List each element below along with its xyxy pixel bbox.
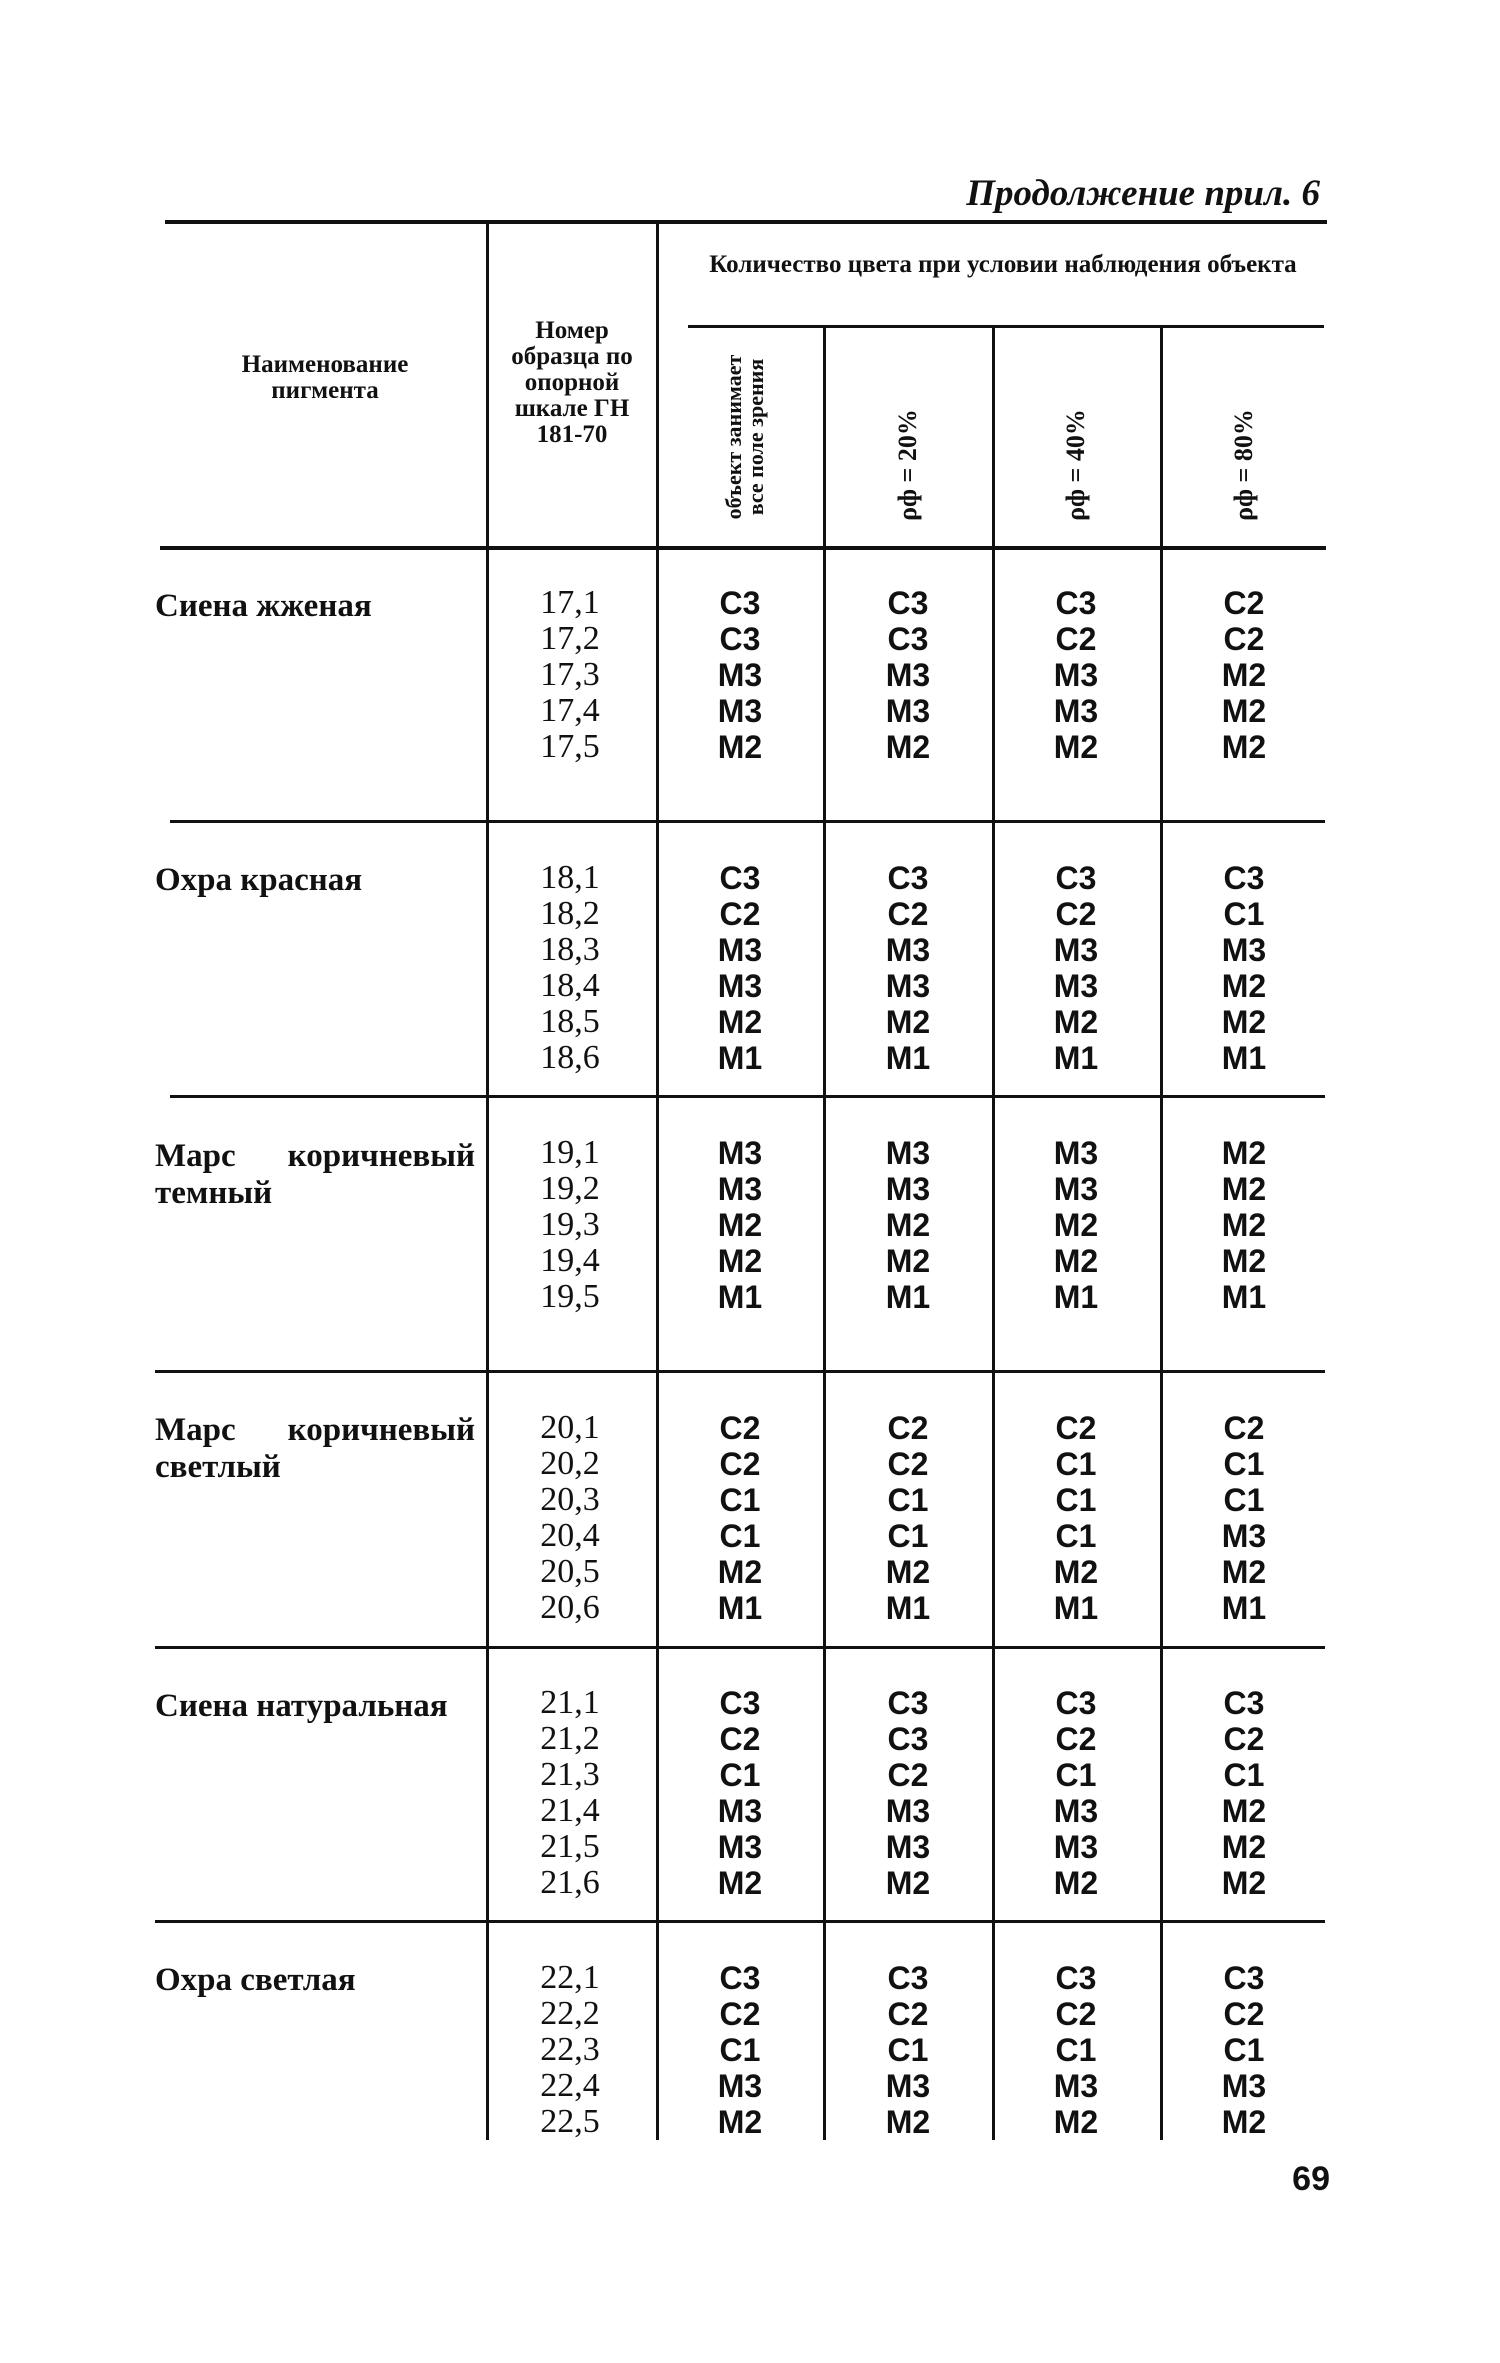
sample-number: 20,2 <box>540 1445 600 1482</box>
value-p80: С1 <box>1223 896 1265 932</box>
value-p40: С2 <box>1055 1996 1097 2032</box>
value-full: М3 <box>717 693 763 729</box>
value-p20: С2 <box>887 1410 929 1446</box>
value-p20: С3 <box>887 585 929 621</box>
value-p20: С2 <box>887 1996 929 2032</box>
sample-number: 18,3 <box>540 931 600 968</box>
value-p40: М3 <box>1053 968 1099 1004</box>
value-full: М3 <box>717 932 763 968</box>
value-full: М3 <box>717 1135 763 1171</box>
value-p40: М3 <box>1053 693 1099 729</box>
group-separator <box>155 1370 1325 1373</box>
value-p40: М1 <box>1053 1590 1099 1626</box>
value-p80: М2 <box>1221 968 1267 1004</box>
value-p20: М3 <box>885 1829 931 1865</box>
header-quantity: Количество цвета при условии наблюдения объекта <box>709 251 1297 278</box>
value-p40: С1 <box>1055 1518 1097 1554</box>
page-number: 69 <box>1292 2160 1330 2198</box>
value-p20: М2 <box>885 1004 931 1040</box>
value-p40: С2 <box>1055 621 1097 657</box>
sample-number: 17,3 <box>540 656 600 693</box>
table-top-rule <box>165 220 1327 224</box>
value-p80: С1 <box>1223 1446 1265 1482</box>
value-p40: М3 <box>1053 1793 1099 1829</box>
value-p40: М1 <box>1053 1040 1099 1076</box>
value-p80: М2 <box>1221 729 1267 765</box>
value-p20: С3 <box>887 621 929 657</box>
value-p20: М3 <box>885 2068 931 2104</box>
value-p40: С3 <box>1055 585 1097 621</box>
header-number: Номер образца по опорной шкале ГН 181-70 <box>511 317 633 448</box>
value-p40: М2 <box>1053 1207 1099 1243</box>
group-separator <box>170 820 1325 823</box>
sample-number: 22,3 <box>540 2031 600 2068</box>
value-p20: М2 <box>885 1865 931 1901</box>
col-divider-full <box>823 328 826 2140</box>
value-full: С1 <box>719 1518 761 1554</box>
value-full: С1 <box>719 2032 761 2068</box>
value-p80: М1 <box>1221 1590 1267 1626</box>
sample-number: 20,4 <box>540 1517 600 1554</box>
value-p40: С2 <box>1055 896 1097 932</box>
sample-number: 19,3 <box>540 1206 600 1243</box>
value-p20: М1 <box>885 1040 931 1076</box>
value-p40: М2 <box>1053 1243 1099 1279</box>
value-p80: С2 <box>1223 621 1265 657</box>
value-full: М3 <box>717 2068 763 2104</box>
value-p80: М2 <box>1221 1135 1267 1171</box>
sample-number: 18,5 <box>540 1003 600 1040</box>
value-full: С2 <box>719 1446 761 1482</box>
sample-number: 18,4 <box>540 967 600 1004</box>
continuation-note: Продолжение прил. 6 <box>966 173 1320 214</box>
value-full: М1 <box>717 1279 763 1315</box>
value-p40: М3 <box>1053 1171 1099 1207</box>
value-p40: М3 <box>1053 1135 1099 1171</box>
value-p40: М2 <box>1053 1554 1099 1590</box>
group-separator <box>155 1920 1325 1923</box>
value-p80: С3 <box>1223 1960 1265 1996</box>
value-full: М2 <box>717 1004 763 1040</box>
value-p80: М3 <box>1221 1518 1267 1554</box>
value-full: С3 <box>719 585 761 621</box>
sample-number: 19,5 <box>540 1278 600 1315</box>
value-p20: М2 <box>885 729 931 765</box>
value-p40: М2 <box>1053 729 1099 765</box>
value-p40: С1 <box>1055 1446 1097 1482</box>
header-sub-p40: ρф = 40% <box>1061 409 1090 521</box>
value-p80: С2 <box>1223 585 1265 621</box>
value-p80: С1 <box>1223 2032 1265 2068</box>
value-p40: С3 <box>1055 1960 1097 1996</box>
sample-number: 22,5 <box>540 2103 600 2140</box>
value-p20: С1 <box>887 1518 929 1554</box>
value-p40: М2 <box>1053 1865 1099 1901</box>
value-full: М2 <box>717 1865 763 1901</box>
value-full: М3 <box>717 657 763 693</box>
value-p80: С3 <box>1223 1685 1265 1721</box>
value-p80: М2 <box>1221 1171 1267 1207</box>
value-p20: С3 <box>887 860 929 896</box>
value-p80: С1 <box>1223 1482 1265 1518</box>
value-full: С2 <box>719 1996 761 2032</box>
col-divider-name <box>486 220 489 2140</box>
pigment-name: Сиена натуральная <box>155 1688 448 1724</box>
value-full: М2 <box>717 2104 763 2140</box>
value-p20: М3 <box>885 657 931 693</box>
value-full: М1 <box>717 1590 763 1626</box>
value-p80: М1 <box>1221 1279 1267 1315</box>
value-p20: М2 <box>885 2104 931 2140</box>
sample-number: 20,5 <box>540 1553 600 1590</box>
value-p80: М2 <box>1221 1207 1267 1243</box>
pigment-name: Марс коричневый светлый <box>155 1412 475 1485</box>
sample-number: 18,6 <box>540 1039 600 1076</box>
value-p20: С1 <box>887 1482 929 1518</box>
value-full: С2 <box>719 1721 761 1757</box>
pigment-name: Охра светлая <box>155 1962 356 1998</box>
value-p80: С2 <box>1223 1721 1265 1757</box>
header-name: Наименование пигмента <box>241 351 409 404</box>
value-full: С3 <box>719 1960 761 1996</box>
value-full: С1 <box>719 1482 761 1518</box>
value-p20: М1 <box>885 1590 931 1626</box>
value-p40: С2 <box>1055 1410 1097 1446</box>
value-full: М3 <box>717 1829 763 1865</box>
value-p80: М2 <box>1221 1865 1267 1901</box>
value-p40: М1 <box>1053 1279 1099 1315</box>
sample-number: 22,1 <box>540 1959 600 1996</box>
value-p20: С3 <box>887 1685 929 1721</box>
value-full: М3 <box>717 1793 763 1829</box>
value-p40: С1 <box>1055 2032 1097 2068</box>
value-p80: М2 <box>1221 1004 1267 1040</box>
value-p20: М3 <box>885 1135 931 1171</box>
sample-number: 21,2 <box>540 1720 600 1757</box>
value-p20: М2 <box>885 1207 931 1243</box>
sample-number: 22,2 <box>540 1995 600 2032</box>
value-full: С1 <box>719 1757 761 1793</box>
value-p80: С3 <box>1223 860 1265 896</box>
value-full: М2 <box>717 729 763 765</box>
value-full: М2 <box>717 1207 763 1243</box>
group-separator <box>155 1646 1325 1649</box>
sample-number: 22,4 <box>540 2067 600 2104</box>
value-full: С2 <box>719 896 761 932</box>
sample-number: 19,1 <box>540 1134 600 1171</box>
header-bottom-rule <box>160 546 1326 550</box>
value-p80: М2 <box>1221 1793 1267 1829</box>
sample-number: 21,3 <box>540 1756 600 1793</box>
value-p20: М3 <box>885 1793 931 1829</box>
value-p40: М2 <box>1053 1004 1099 1040</box>
value-p80: М2 <box>1221 657 1267 693</box>
sample-number: 20,6 <box>540 1589 600 1626</box>
value-p80: С2 <box>1223 1410 1265 1446</box>
col-divider-number <box>656 220 659 2140</box>
sample-number: 21,4 <box>540 1792 600 1829</box>
value-p20: М2 <box>885 1243 931 1279</box>
value-p20: С2 <box>887 1446 929 1482</box>
value-full: М3 <box>717 1171 763 1207</box>
value-p80: М2 <box>1221 1829 1267 1865</box>
col-divider-p20 <box>992 328 995 2140</box>
sample-number: 17,2 <box>540 620 600 657</box>
value-p80: М2 <box>1221 2104 1267 2140</box>
pigment-name: Охра красная <box>155 862 363 898</box>
value-p80: М3 <box>1221 932 1267 968</box>
value-p20: С3 <box>887 1960 929 1996</box>
header-sub-p80: ρф = 80% <box>1229 409 1258 521</box>
value-p80: М2 <box>1221 1554 1267 1590</box>
quantity-sub-rule <box>688 325 1324 328</box>
sample-number: 19,4 <box>540 1242 600 1279</box>
value-p80: М3 <box>1221 2068 1267 2104</box>
sample-number: 17,4 <box>540 692 600 729</box>
value-full: С3 <box>719 860 761 896</box>
value-p40: М3 <box>1053 657 1099 693</box>
value-p20: С2 <box>887 896 929 932</box>
value-p40: М3 <box>1053 2068 1099 2104</box>
value-p20: М3 <box>885 968 931 1004</box>
pigment-name: Марс коричневый темный <box>155 1138 475 1211</box>
value-full: С2 <box>719 1410 761 1446</box>
value-full: М2 <box>717 1554 763 1590</box>
value-p20: С2 <box>887 1757 929 1793</box>
value-p20: С1 <box>887 2032 929 2068</box>
value-p40: С3 <box>1055 1685 1097 1721</box>
value-p20: М3 <box>885 693 931 729</box>
header-sub-p20: ρф = 20% <box>893 409 922 521</box>
value-p20: М2 <box>885 1554 931 1590</box>
value-full: С3 <box>719 621 761 657</box>
sample-number: 17,5 <box>540 728 600 765</box>
sample-number: 21,5 <box>540 1828 600 1865</box>
value-p80: С1 <box>1223 1757 1265 1793</box>
value-full: М3 <box>717 968 763 1004</box>
value-p40: С1 <box>1055 1757 1097 1793</box>
value-p80: М1 <box>1221 1040 1267 1076</box>
value-p20: С3 <box>887 1721 929 1757</box>
value-p40: С3 <box>1055 860 1097 896</box>
header-sub-full: объект занимает все поле зрения <box>721 354 768 520</box>
value-full: М1 <box>717 1040 763 1076</box>
value-p20: М3 <box>885 932 931 968</box>
value-p40: М3 <box>1053 932 1099 968</box>
value-p20: М1 <box>885 1279 931 1315</box>
value-p40: М2 <box>1053 2104 1099 2140</box>
value-p40: С1 <box>1055 1482 1097 1518</box>
value-p80: С2 <box>1223 1996 1265 2032</box>
value-p80: М2 <box>1221 1243 1267 1279</box>
pigment-name: Сиена жженая <box>155 588 372 624</box>
value-full: М2 <box>717 1243 763 1279</box>
col-divider-p40 <box>1160 328 1163 2140</box>
value-p40: С2 <box>1055 1721 1097 1757</box>
sample-number: 19,2 <box>540 1170 600 1207</box>
value-full: С3 <box>719 1685 761 1721</box>
value-p80: М2 <box>1221 693 1267 729</box>
sample-number: 21,6 <box>540 1864 600 1901</box>
value-p20: М3 <box>885 1171 931 1207</box>
sample-number: 20,3 <box>540 1481 600 1518</box>
sample-number: 18,1 <box>540 859 600 896</box>
sample-number: 21,1 <box>540 1684 600 1721</box>
value-p40: М3 <box>1053 1829 1099 1865</box>
sample-number: 17,1 <box>540 584 600 621</box>
sample-number: 18,2 <box>540 895 600 932</box>
sample-number: 20,1 <box>540 1409 600 1446</box>
group-separator <box>170 1095 1325 1098</box>
